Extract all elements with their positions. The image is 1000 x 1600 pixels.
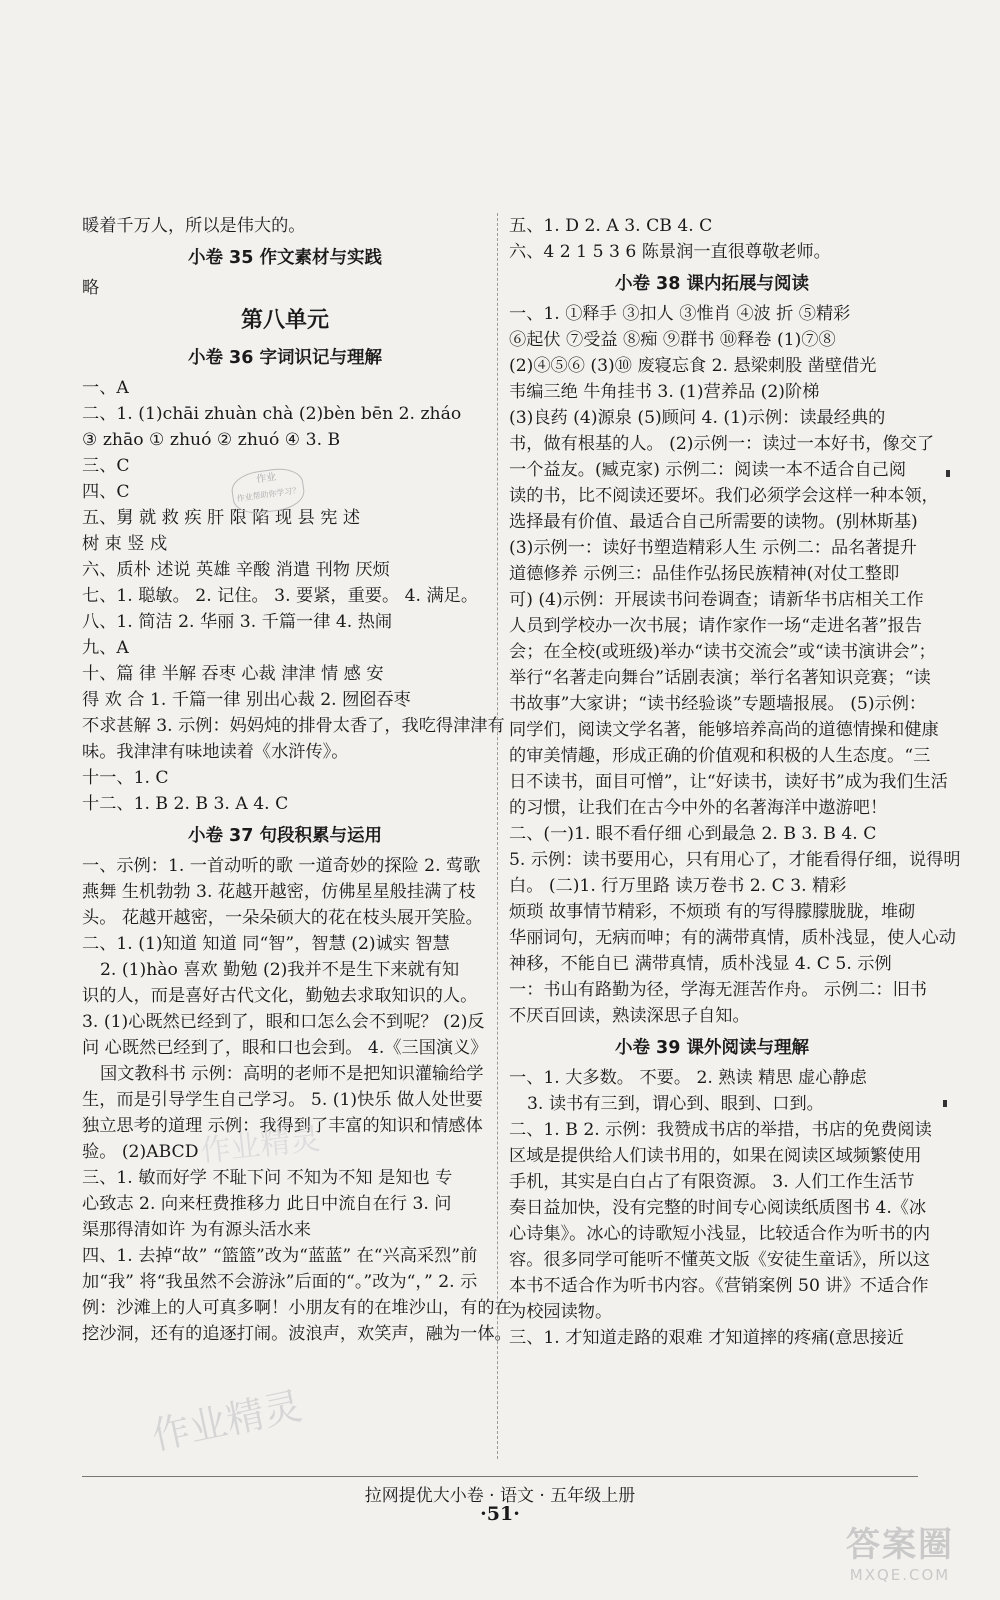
answer-line: 的审美情趣，形成正确的价值观和积极的人生态度。“三 xyxy=(509,746,931,766)
footer-book-title: 拉网提优大小卷 · 语文 · 五年级上册 xyxy=(364,1486,636,1506)
answer-line: 心诗集》。冰心的诗歌短小浅显，比较适合作为听书的内 xyxy=(509,1224,931,1244)
column-divider xyxy=(497,213,498,1459)
answer-line: 日不读书，面目可憎”，让“好读书，读好书”成为我们生活 xyxy=(509,772,948,792)
answer-line: 国文教科书 示例：高明的老师不是把知识灌输给学 xyxy=(100,1064,484,1084)
answer-line: 四、C xyxy=(82,482,130,502)
answer-line: 十一、1. C xyxy=(82,768,169,788)
answer-line: 识的人，而是喜好古代文化，勤勉去求取知识的人。 xyxy=(82,986,478,1006)
answer-line: 生，而是引导学生自己学习。 5. (1)快乐 做人处世要 xyxy=(82,1090,483,1110)
answer-line: 一、1. 大多数。 不要。 2. 熟读 精思 虚心静虑 xyxy=(509,1068,867,1088)
answer-line: 同学们，阅读文学名著，能够培养高尚的道德情操和健康 xyxy=(509,720,939,740)
answer-line: 头。 花越开越密，一朵朵硕大的花在枝头展开笑脸。 xyxy=(82,908,483,928)
answer-line: 一个益友。(臧克家) 示例二：阅读一本不适合自己阅 xyxy=(509,460,907,480)
section-heading: 小卷 39 课外阅读与理解 xyxy=(614,1038,810,1058)
answer-line: 树 束 竖 戍 xyxy=(82,534,168,554)
answer-line: 书故事”大家讲；“读书经验谈”专题墙报展。 (5)示例： xyxy=(509,694,927,714)
answer-line: 十二、1. B 2. B 3. A 4. C xyxy=(82,794,289,814)
site-logo xyxy=(820,1525,980,1595)
answer-line: (3)示例一：读好书塑造精彩人生 示例二：品名著提升 xyxy=(509,538,917,558)
answer-line: 暖着千万人，所以是伟大的。 xyxy=(82,216,306,236)
answer-line: 书，做有根基的人。 (2)示例一：读过一本好书，像交了 xyxy=(509,434,935,454)
answer-line: 华丽词句，无病而呻；有的满带真情，质朴浅显，使人心动 xyxy=(509,928,956,948)
answer-line: ③ zhāo ① zhuó ② zhuó ④ 3. B xyxy=(82,430,341,450)
answer-line: 韦编三绝 牛角挂书 3. (1)营养品 (2)阶梯 xyxy=(509,382,820,402)
answer-line: 二、1. (1)知道 知道 同“智”，智慧 (2)诚实 智慧 xyxy=(82,934,450,954)
unit-heading: 第八单元 xyxy=(240,308,329,333)
answer-line: 为校园读物。 xyxy=(509,1302,613,1322)
answer-line: 五、1. D 2. A 3. CB 4. C xyxy=(509,216,713,236)
answer-line: 十、篇 律 半解 吞枣 心裁 津津 情 感 安 xyxy=(82,664,384,684)
scan-mark xyxy=(946,470,950,477)
section-heading: 小卷 36 字词识记与理解 xyxy=(187,348,383,368)
page-number: ·51· xyxy=(480,1503,520,1525)
answer-line: 5. 示例：读书要用心，只有用心了，才能看得仔细，说得明 xyxy=(509,850,961,870)
answer-line: ⑥起伏 ⑦受益 ⑧痴 ⑨群书 ⑩释卷 (1)⑦⑧ xyxy=(509,330,836,350)
answer-line: 的习惯，让我们在古今中外的名著海洋中遨游吧！ xyxy=(509,798,888,818)
section-heading: 小卷 38 课内拓展与阅读 xyxy=(614,274,810,294)
answer-line: 奏日益加快，没有完整的时间专心阅读纸质图书 4.《冰 xyxy=(509,1198,927,1218)
answer-line: 八、1. 简洁 2. 华丽 3. 千篇一律 4. 热闹 xyxy=(82,612,393,632)
answer-line: 选择最有价值、最适合自己所需要的读物。(别林斯基) xyxy=(509,512,918,532)
answer-line: 举行“名著走向舞台”话剧表演；举行名著知识竞赛；“读 xyxy=(509,668,931,688)
logo-url: MXQE.COM xyxy=(849,1566,951,1584)
answer-line: 得 欢 合 1. 千篇一律 别出心裁 2. 囫囵吞枣 xyxy=(82,690,411,710)
answer-line: 六、4 2 1 5 3 6 陈景润一直很尊敬老师。 xyxy=(509,242,831,262)
answer-line: 味。我津津有味地读着《水浒传》。 xyxy=(82,742,349,762)
answer-line: 不厌百回读，熟读深思子自知。 xyxy=(509,1006,750,1026)
answer-line: 验。 (2)ABCD xyxy=(82,1142,199,1162)
answer-line: 三、1. 才知道走路的艰难 才知道摔的疼痛(意思接近 xyxy=(509,1328,904,1348)
answer-line: 一：书山有路勤为径，学海无涯苦作舟。 示例二：旧书 xyxy=(509,980,927,1000)
answer-line: 略 xyxy=(82,278,100,298)
section-heading: 小卷 37 句段积累与运用 xyxy=(187,826,383,846)
answer-line: (3)良药 (4)源泉 (5)顾问 4. (1)示例：读最经典的 xyxy=(509,408,886,428)
answer-line: 读的书，比不阅读还要坏。我们必须学会这样一种本领， xyxy=(509,486,939,506)
watermark-bottom: 作业精灵 xyxy=(147,1383,306,1459)
section-heading: 小卷 35 作文素材与实践 xyxy=(187,248,383,268)
answer-line: 二、(一)1. 眼不看仔细 心到最急 2. B 3. B 4. C xyxy=(509,824,877,844)
answer-line: 二、1. (1)chāi zhuàn chà (2)bèn bēn 2. zháo xyxy=(82,404,462,424)
answer-line: 一、1. ①释手 ③扣人 ③惟肖 ④波 折 ⑤精彩 xyxy=(509,304,851,324)
answer-line: 五、舅 就 救 疾 肝 限 陷 现 县 宪 述 xyxy=(82,508,361,528)
answer-line: 白。 (二)1. 行万里路 读万卷书 2. C 3. 精彩 xyxy=(509,876,847,896)
answer-line: 不求甚解 3. 示例：妈妈炖的排骨太香了，我吃得津津有 xyxy=(82,716,505,736)
answer-line: 3. (1)心既然已经到了，眼和口怎么会不到呢？ (2)反 xyxy=(82,1012,485,1032)
answer-line: 一、A xyxy=(82,378,129,398)
footer-rule xyxy=(82,1476,918,1477)
watermark-mid: 作业精灵 xyxy=(198,1121,322,1170)
stamp-line-2: 作业帮助你学习？ xyxy=(236,485,301,504)
answer-line: 独立思考的道理 示例：我得到了丰富的知识和情感体 xyxy=(82,1116,483,1136)
answer-line: 二、1. B 2. 示例：我赞成书店的举措，书店的免费阅读 xyxy=(509,1120,932,1140)
answer-line: 七、1. 聪敏。 2. 记住。 3. 要紧，重要。 4. 满足。 xyxy=(82,586,479,606)
answer-line: 渠那得清如许 为有源头活水来 xyxy=(82,1220,311,1240)
answer-line: 一、示例：1. 一首动听的歌 一道奇妙的探险 2. 莺歌 xyxy=(82,856,481,876)
answer-line: 区域是提供给人们读书用的，如果在阅读区域频繁使用 xyxy=(509,1146,922,1166)
answer-line: 手机，其实是白白占了有限资源。 3. 人们工作生活节 xyxy=(509,1172,915,1192)
left-column xyxy=(82,213,512,1347)
answer-line: 2. (1)hào 喜欢 勤勉 (2)我并不是生下来就有知 xyxy=(100,960,460,980)
answer-line: 容。很多同学可能听不懂英文版《安徒生童话》，所以这 xyxy=(509,1250,931,1270)
answer-line: 可) (4)示例：开展读书问卷调查；请新华书店相关工作 xyxy=(509,590,924,610)
answer-line: 心致志 2. 向来枉费推移力 此日中流自在行 3. 问 xyxy=(82,1194,452,1214)
answer-line: 加“我” 将“我虽然不会游泳”后面的“。”改为“，” 2. 示 xyxy=(82,1272,478,1292)
answer-line: 三、1. 敏而好学 不耻下问 不知为不知 是知也 专 xyxy=(82,1168,453,1188)
answer-line: 例：沙滩上的人可真多啊！小朋友有的在堆沙山，有的在 xyxy=(82,1298,512,1318)
logo-text: 答案圈 xyxy=(846,1525,954,1565)
answer-line: 六、质朴 述说 英雄 辛酸 消遣 刊物 厌烦 xyxy=(82,560,390,580)
answer-line: 三、C xyxy=(82,456,130,476)
stamp-line-1: 作业 xyxy=(255,471,277,486)
answer-line: (2)④⑤⑥ (3)⑩ 废寝忘食 2. 悬梁刺股 凿壁借光 xyxy=(509,356,877,376)
answer-line: 神移，不能自已 满带真情，质朴浅显 4. C 5. 示例 xyxy=(509,954,892,974)
answer-line: 四、1. 去掉“故” “篮篮”改为“蓝蓝” 在“兴高采烈”前 xyxy=(82,1246,478,1266)
answer-line: 本书不适合作为听书内容。《营销案例 50 讲》不适合作 xyxy=(509,1276,929,1296)
scan-mark xyxy=(943,1100,947,1107)
answer-line: 燕舞 生机勃勃 3. 花越开越密，仿佛星星般挂满了枝 xyxy=(82,882,476,902)
right-column xyxy=(509,213,961,1351)
answer-line: 问 心既然已经到了，眼和口也会到。 4.《三国演义》 xyxy=(82,1038,488,1058)
answer-line: 3. 读书有三到，谓心到、眼到、口到。 xyxy=(527,1094,824,1114)
answer-line: 道德修养 示例三：品佳作弘扬民族精神(对仗工整即 xyxy=(509,564,900,584)
answer-line: 烦琐 故事情节精彩，不烦琐 有的写得朦朦胧胧，堆砌 xyxy=(509,902,916,922)
answer-line: 挖沙洞，还有的追逐打闹。波浪声，欢笑声，融为一体。 xyxy=(82,1324,512,1344)
answer-line: 九、A xyxy=(82,638,129,658)
answer-line: 人员到学校办一次书展；请作家作一场“走进名著”报告 xyxy=(509,616,922,636)
answer-line: 会；在全校(或班级)举办“读书交流会”或“读书演讲会”； xyxy=(509,642,936,662)
